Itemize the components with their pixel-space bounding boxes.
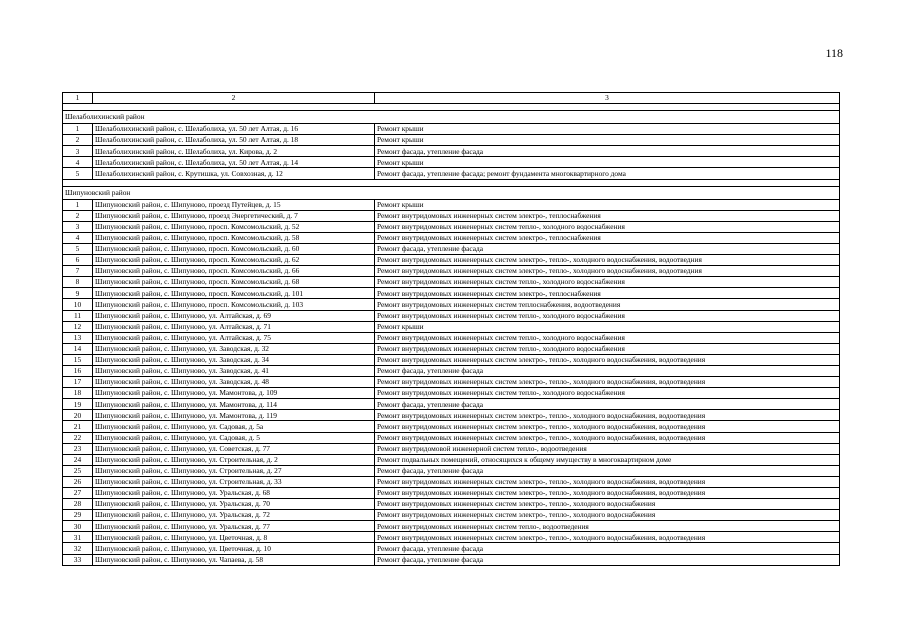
table-cell: Ремонт фасада, утепление фасада [375, 554, 840, 565]
table-cell: Шипуновский район, с. Шипуново, просп. Комсомольский, д. 58 [93, 232, 375, 243]
table-row [63, 421, 840, 432]
row-number-cell: 4 [63, 157, 93, 168]
row-number-cell: 7 [63, 266, 93, 277]
table-cell: Ремонт фасада, утепление фасада [375, 146, 840, 157]
row-number-cell: 8 [63, 277, 93, 288]
table-cell: Ремонт внутридомовых инженерных систем электро-, тепло-, холодного водоснабжения, водоотведения [375, 432, 840, 443]
table-cell: Ремонт фасада, утепление фасада [375, 365, 840, 376]
table-row [63, 266, 840, 277]
row-number-cell: 24 [63, 454, 93, 465]
table-cell: Шипуновский район, с. Шипуново, просп. Комсомольский, д. 62 [93, 255, 375, 266]
page-number: 118 [825, 46, 843, 60]
table-cell: Шипуновский район, с. Шипуново, ул. Строительная, д. 2 [93, 454, 375, 465]
table-cell: Ремонт фасада, утепление фасада [375, 543, 840, 554]
table-header-row [63, 93, 840, 104]
table-row [63, 124, 840, 135]
table-cell: Шипуновский район, с. Шипуново, ул. Алтайская, д. 71 [93, 321, 375, 332]
table-row [63, 157, 840, 168]
table-cell: Ремонт внутридомовых инженерных систем электро-, тепло-, холодного водоснабжения, водоотведения [375, 354, 840, 365]
table-cell: Ремонт внутридомовых инженерных систем тепло-, холодного водоснабжения [375, 221, 840, 232]
table-cell: Шипуновский район, с. Шипуново, ул. Садовая, д. 5 [93, 432, 375, 443]
row-number-cell: 20 [63, 410, 93, 421]
row-number-cell: 17 [63, 377, 93, 388]
table-cell: Шипуновский район, с. Шипуново, просп. Комсомольский, д. 101 [93, 288, 375, 299]
table-cell: Шипуновский район, с. Шипуново, ул. Заводская, д. 34 [93, 354, 375, 365]
table-cell: Ремонт фасада, утепление фасада; ремонт фундамента многоквартирного дома [375, 168, 840, 179]
table-cell: Ремонт фасада, утепление фасада [375, 399, 840, 410]
table-cell: Шелаболихинский район, с. Шелаболиха, ул. 50 лет Алтая, д. 16 [93, 124, 375, 135]
table-row [63, 288, 840, 299]
table-cell: Ремонт внутридомовых инженерных систем тепло-, водоотведения [375, 521, 840, 532]
table-row [63, 210, 840, 221]
table-cell: Ремонт внутридомовых инженерных систем электро-, тепло-, холодного водоснабжения [375, 510, 840, 521]
section-title-cell: Шелаболихинский район [63, 111, 840, 124]
table-cell: Шипуновский район, с. Шипуново, ул. Советская, д. 77 [93, 443, 375, 454]
table-cell: Шипуновский район, с. Шипуново, ул. Строительная, д. 33 [93, 476, 375, 487]
table-cell: Шелаболихинский район, с. Шелаболиха, ул. 50 лет Алтая, д. 18 [93, 135, 375, 146]
table-cell: Шипуновский район, с. Шипуново, просп. Комсомольский, д. 103 [93, 299, 375, 310]
row-number-cell: 4 [63, 232, 93, 243]
table-cell: Шипуновский район, с. Шипуново, ул. Цветочная, д. 10 [93, 543, 375, 554]
table-cell: Ремонт крыши [375, 157, 840, 168]
row-number-cell: 30 [63, 521, 93, 532]
header-cell: 3 [375, 93, 840, 104]
table-cell: Ремонт внутридомовых инженерных систем тепло-, холодного водоснабжения [375, 388, 840, 399]
row-number-cell: 1 [63, 124, 93, 135]
table-cell: Ремонт крыши [375, 321, 840, 332]
table-row [63, 532, 840, 543]
works-table [62, 92, 840, 566]
table-cell: Ремонт внутридомовой инженерной систем тепло-, водоотведения [375, 443, 840, 454]
table-cell: Ремонт внутридомовых инженерных систем электро-, тепло-, холодного водоснабжения [375, 499, 840, 510]
table-cell: Ремонт внутридомовых инженерных систем тепло-, холодного водоснабжения [375, 343, 840, 354]
table-row [63, 243, 840, 254]
table-row [63, 310, 840, 321]
row-number-cell: 5 [63, 168, 93, 179]
row-number-cell: 10 [63, 299, 93, 310]
table-cell: Ремонт внутридомовых инженерных систем тепло-, холодного водоснабжения [375, 332, 840, 343]
table-row [63, 354, 840, 365]
row-number-cell: 21 [63, 421, 93, 432]
row-number-cell: 2 [63, 210, 93, 221]
table-row [63, 277, 840, 288]
table-cell: Шелаболихинский район, с. Крутишка, ул. Совхозная, д. 12 [93, 168, 375, 179]
table-cell: Ремонт внутридомовых инженерных систем тепло-, холодного водоснабжения [375, 277, 840, 288]
row-number-cell: 19 [63, 399, 93, 410]
table-cell: Ремонт фасада, утепление фасада [375, 243, 840, 254]
row-number-cell: 13 [63, 332, 93, 343]
row-number-cell: 25 [63, 465, 93, 476]
table-row [63, 465, 840, 476]
row-number-cell: 26 [63, 476, 93, 487]
table-cell: Шипуновский район, с. Шипуново, ул. Заводская, д. 32 [93, 343, 375, 354]
table-cell: Ремонт внутридомовых инженерных систем электро-, тепло-, холодного водоснабжения, водоотведения [375, 377, 840, 388]
spacer-row [63, 179, 840, 186]
table-row [63, 510, 840, 521]
table-cell: Ремонт внутридомовых инженерных систем тепло-, холодного водоснабжения [375, 310, 840, 321]
table-row [63, 454, 840, 465]
table-row [63, 388, 840, 399]
table-row [63, 365, 840, 376]
table-cell: Шипуновский район, с. Шипуново, просп. Комсомольский, д. 60 [93, 243, 375, 254]
table-row [63, 255, 840, 266]
row-number-cell: 2 [63, 135, 93, 146]
table-cell: Ремонт внутридомовых инженерных систем теплоснабжения, водоотведения [375, 299, 840, 310]
spacer-row [63, 104, 840, 111]
table-cell: Ремонт крыши [375, 199, 840, 210]
table-row [63, 299, 840, 310]
table-cell: Шипуновский район, с. Шипуново, ул. Садовая, д. 5а [93, 421, 375, 432]
row-number-cell: 28 [63, 499, 93, 510]
table-cell: Шипуновский район, с. Шипуново, ул. Уральская, д. 68 [93, 488, 375, 499]
row-number-cell: 18 [63, 388, 93, 399]
table-row [63, 221, 840, 232]
table-cell: Ремонт внутридомовых инженерных систем электро-, тепло-, холодного водоснабжения, водоотведения [375, 410, 840, 421]
table-row [63, 543, 840, 554]
row-number-cell: 11 [63, 310, 93, 321]
table-row [63, 168, 840, 179]
row-number-cell: 12 [63, 321, 93, 332]
table-row [63, 332, 840, 343]
table-row [63, 232, 840, 243]
row-number-cell: 9 [63, 288, 93, 299]
row-number-cell: 3 [63, 221, 93, 232]
row-number-cell: 3 [63, 146, 93, 157]
table-cell: Ремонт внутридомовых инженерных систем электро-, тепло-, холодного водоснабжения, водоотведения [375, 532, 840, 543]
row-number-cell: 31 [63, 532, 93, 543]
table-cell: Шипуновский район, с. Шипуново, ул. Уральская, д. 77 [93, 521, 375, 532]
row-number-cell: 32 [63, 543, 93, 554]
table-row [63, 377, 840, 388]
table-cell: Шипуновский район, с. Шипуново, ул. Мамонтова, д. 114 [93, 399, 375, 410]
table-cell: Шипуновский район, с. Шипуново, ул. Цветочная, д. 8 [93, 532, 375, 543]
table-row [63, 432, 840, 443]
table-cell: Шипуновский район, с. Шипуново, ул. Мамонтова, д. 119 [93, 410, 375, 421]
table-cell: Ремонт внутридомовых инженерных систем электро-, тепло-, холодного водоснабжения, водоотведения [375, 476, 840, 487]
row-number-cell: 5 [63, 243, 93, 254]
table-cell: Шипуновский район, с. Шипуново, ул. Заводская, д. 48 [93, 377, 375, 388]
table-cell: Шипуновский район, с. Шипуново, ул. Уральская, д. 72 [93, 510, 375, 521]
table-body [63, 93, 840, 566]
table-cell: Ремонт внутридомовых инженерных систем электро-, теплоснабжения [375, 288, 840, 299]
table-cell: Ремонт внутридомовых инженерных систем электро-, тепло-, холодного водоснабжения, водоотведния [375, 255, 840, 266]
table-cell: Шипуновский район, с. Шипуново, ул. Строительная, д. 27 [93, 465, 375, 476]
table-row [63, 499, 840, 510]
table-cell: Ремонт фасада, утепление фасада [375, 465, 840, 476]
table-row [63, 488, 840, 499]
table-row [63, 399, 840, 410]
table-cell: Ремонт крыши [375, 124, 840, 135]
table-cell: Шипуновский район, с. Шипуново, ул. Мамонтова, д. 109 [93, 388, 375, 399]
table-cell: Ремонт внутридомовых инженерных систем электро-, тепло-, холодного водоснабжения, водоотведния [375, 266, 840, 277]
table-cell: Шипуновский район, с. Шипуново, ул. Алтайская, д. 75 [93, 332, 375, 343]
section-title-cell: Шипуновский район [63, 186, 840, 199]
table-cell: Шипуновский район, с. Шипуново, ул. Алтайская, д. 69 [93, 310, 375, 321]
row-number-cell: 6 [63, 255, 93, 266]
table-cell: Ремонт внутридомовых инженерных систем электро-, тепло-, холодного водоснабжения, водоотведения [375, 488, 840, 499]
table-cell: Ремонт крыши [375, 135, 840, 146]
table-row [63, 476, 840, 487]
table-cell: Шипуновский район, с. Шипуново, просп. Комсомольский, д. 52 [93, 221, 375, 232]
table-cell: Ремонт внутридомовых инженерных систем электро-, тепло-, холодного водоснабжения, водоотведения [375, 421, 840, 432]
table-cell: Ремонт подвальных помещений, относящихся к общему имуществу в многоквартирном доме [375, 454, 840, 465]
table-row [63, 146, 840, 157]
row-number-cell: 16 [63, 365, 93, 376]
table-row [63, 321, 840, 332]
table-cell: Шипуновский район, с. Шипуново, ул. Заводская, д. 41 [93, 365, 375, 376]
row-number-cell: 33 [63, 554, 93, 565]
table-row [63, 521, 840, 532]
table-cell: Ремонт внутридомовых инженерных систем электро-, теплоснабжения [375, 232, 840, 243]
table-cell: Шипуновский район, с. Шипуново, проезд Энергетический, д. 7 [93, 210, 375, 221]
table-cell: Шелаболихинский район, с. Шелаболиха, ул. Кирова, д. 2 [93, 146, 375, 157]
header-cell: 2 [93, 93, 375, 104]
table-row [63, 135, 840, 146]
section-title-row [63, 186, 840, 199]
table-cell: Шипуновский район, с. Шипуново, проезд Путейцев, д. 15 [93, 199, 375, 210]
header-cell: 1 [63, 93, 93, 104]
spacer-cell [63, 104, 840, 111]
table-cell: Шипуновский район, с. Шипуново, просп. Комсомольский, д. 66 [93, 266, 375, 277]
table-cell: Шелаболихинский район, с. Шелаболиха, ул. 50 лет Алтая, д. 14 [93, 157, 375, 168]
row-number-cell: 15 [63, 354, 93, 365]
table-row [63, 410, 840, 421]
table-cell: Ремонт внутридомовых инженерных систем электро-, теплоснабжения [375, 210, 840, 221]
section-title-row [63, 111, 840, 124]
row-number-cell: 29 [63, 510, 93, 521]
table-row [63, 199, 840, 210]
row-number-cell: 23 [63, 443, 93, 454]
table-cell: Шипуновский район, с. Шипуново, просп. Комсомольский, д. 68 [93, 277, 375, 288]
row-number-cell: 27 [63, 488, 93, 499]
table-cell: Шипуновский район, с. Шипуново, ул. Уральская, д. 70 [93, 499, 375, 510]
row-number-cell: 14 [63, 343, 93, 354]
row-number-cell: 1 [63, 199, 93, 210]
table-row [63, 443, 840, 454]
table-cell: Шипуновский район, с. Шипуново, ул. Чапаева, д. 58 [93, 554, 375, 565]
table-row [63, 343, 840, 354]
spacer-cell [63, 179, 840, 186]
table-row [63, 554, 840, 565]
row-number-cell: 22 [63, 432, 93, 443]
